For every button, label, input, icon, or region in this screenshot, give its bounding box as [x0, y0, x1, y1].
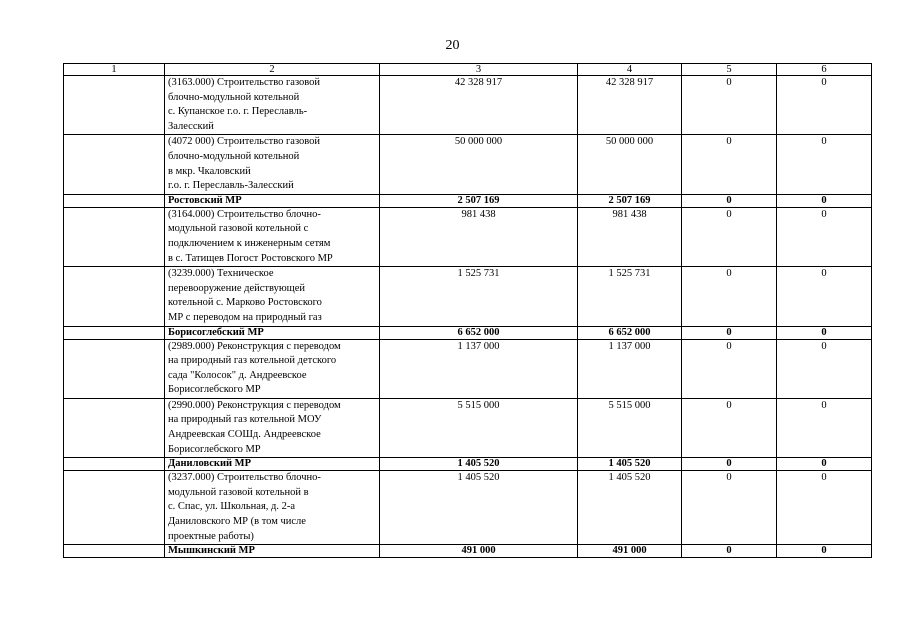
- page-number: 20: [445, 38, 460, 53]
- project-row: [64, 135, 872, 194]
- amount-col3-cell: [380, 135, 578, 194]
- amount-col4-cell-text: 981 438: [612, 208, 647, 220]
- column-number-row: [64, 64, 872, 76]
- table-body: [64, 64, 872, 558]
- amount-col5-cell: [682, 194, 777, 207]
- district-total-row: [64, 194, 872, 207]
- amount-col3-cell-text: 1 405 520: [457, 472, 500, 484]
- budget-table: [63, 63, 872, 558]
- amount-col6-cell-text: 0: [821, 472, 827, 484]
- amount-col3-cell-text: 1 137 000: [457, 340, 500, 352]
- amount-col3-cell: [380, 194, 578, 207]
- row-index-cell: [64, 471, 165, 545]
- amount-col5-cell-text: 0: [726, 77, 732, 88]
- row-index-cell: [64, 545, 165, 558]
- district-name-cell-text: Ростовский МР: [168, 194, 242, 206]
- amount-col4-cell-text: 1 137 000: [608, 340, 651, 352]
- amount-col3-cell-text: 491 000: [461, 545, 496, 557]
- project-description-cell: [165, 207, 380, 266]
- project-description-cell: [165, 471, 380, 545]
- district-total-row: [64, 458, 872, 471]
- project-row: [64, 267, 872, 326]
- amount-col6-cell: [777, 471, 872, 545]
- amount-col4-cell: [578, 471, 682, 545]
- amount-col6-cell: [777, 398, 872, 457]
- row-index-cell: [64, 267, 165, 326]
- amount-col5-cell-text: 0: [726, 268, 732, 280]
- amount-col5-cell-text: 0: [726, 458, 732, 470]
- amount-col3-cell: [380, 398, 578, 457]
- amount-col5-cell-text: 0: [726, 136, 732, 148]
- district-name-cell-text: Борисоглебский МР: [168, 326, 264, 338]
- project-description-cell: [165, 398, 380, 457]
- project-row: [64, 339, 872, 398]
- amount-col4-cell: [578, 339, 682, 398]
- amount-col6-cell-text: 0: [821, 458, 827, 470]
- project-description-cell-text: (4072 000) Строительство газовой блочно-модульной котельной в мкр. Чкаловский г.о. г. Переславль-Залесский: [168, 136, 321, 192]
- amount-col6-cell: [777, 326, 872, 339]
- amount-col4-cell-text: 50 000 000: [605, 136, 654, 148]
- project-row: [64, 471, 872, 545]
- project-description-cell-text: (3237.000) Строительство блочно- модульной газовой котельной в с. Спас, ул. Школьная, д. 2-а Даниловского МР (в том числе проектные работы): [168, 472, 321, 542]
- column-header-2: 2: [165, 64, 380, 76]
- amount-col4-cell: [578, 135, 682, 194]
- project-description-cell-text: (3239.000) Техническое перевооружение действующей котельной с. Марково Ростовского МР с переводом на природный газ: [168, 268, 322, 323]
- amount-col6-cell: [777, 207, 872, 266]
- amount-col5-cell-text: 0: [726, 545, 732, 557]
- amount-col4-cell: [578, 267, 682, 326]
- amount-col5-cell-text: 0: [726, 208, 732, 220]
- row-index-cell: [64, 76, 165, 135]
- district-name-cell-text: Мышкинский МР: [168, 545, 255, 557]
- amount-col3-cell-text: 6 652 000: [457, 326, 500, 338]
- amount-col3-cell-text: 50 000 000: [454, 136, 503, 148]
- amount-col3-cell: [380, 207, 578, 266]
- amount-col5-cell: [682, 135, 777, 194]
- amount-col3-cell: [380, 267, 578, 326]
- district-name-cell: [165, 545, 380, 558]
- amount-col5-cell: [682, 545, 777, 558]
- amount-col5-cell-text: 0: [726, 399, 732, 411]
- amount-col3-cell-text: 2 507 169: [457, 194, 500, 206]
- amount-col5-cell: [682, 458, 777, 471]
- project-row: [64, 76, 872, 135]
- district-total-row: [64, 326, 872, 339]
- amount-col6-cell-text: 0: [821, 326, 827, 338]
- amount-col6-cell: [777, 194, 872, 207]
- amount-col3-cell-text: 5 515 000: [457, 399, 500, 411]
- amount-col3-cell: [380, 471, 578, 545]
- amount-col5-cell: [682, 339, 777, 398]
- district-name-cell-text: Даниловский МР: [168, 458, 252, 470]
- amount-col4-cell: [578, 545, 682, 558]
- amount-col6-cell-text: 0: [821, 545, 827, 557]
- amount-col4-cell-text: 491 000: [612, 545, 647, 557]
- amount-col3-cell: [380, 339, 578, 398]
- amount-col6-cell-text: 0: [821, 208, 827, 220]
- amount-col5-cell: [682, 326, 777, 339]
- project-description-cell-text: (3163.000) Строительство газовой блочно-модульной котельной с. Купанское г.о. г. Переславль- Залесский: [168, 77, 321, 132]
- amount-col5-cell-text: 0: [726, 472, 732, 484]
- amount-col4-cell: [578, 458, 682, 471]
- amount-col5-cell: [682, 471, 777, 545]
- row-index-cell: [64, 458, 165, 471]
- project-description-cell: [165, 76, 380, 135]
- row-index-cell: [64, 194, 165, 207]
- amount-col4-cell-text: 6 652 000: [608, 326, 651, 338]
- row-index-cell: [64, 398, 165, 457]
- amount-col3-cell-text: 1 405 520: [457, 458, 500, 470]
- amount-col6-cell: [777, 267, 872, 326]
- district-name-cell: [165, 326, 380, 339]
- amount-col4-cell-text: 2 507 169: [608, 194, 651, 206]
- amount-col6-cell: [777, 76, 872, 135]
- project-description-cell-text: (2990.000) Реконструкция с переводом на природный газ котельной МОУ Андреевская СОШд. Андреевское Борисоглебского МР: [168, 399, 341, 455]
- amount-col6-cell-text: 0: [821, 77, 827, 88]
- project-row: [64, 398, 872, 457]
- amount-col3-cell: [380, 326, 578, 339]
- amount-col4-cell: [578, 194, 682, 207]
- amount-col3-cell-text: 42 328 917: [454, 77, 503, 88]
- column-header-3: 3: [380, 64, 578, 76]
- project-description-cell: [165, 135, 380, 194]
- amount-col6-cell: [777, 545, 872, 558]
- column-header-1: 1: [64, 64, 165, 76]
- amount-col3-cell-text: 1 525 731: [457, 268, 500, 280]
- amount-col5-cell-text: 0: [726, 194, 732, 206]
- amount-col5-cell-text: 0: [726, 326, 732, 338]
- amount-col4-cell-text: 1 405 520: [608, 458, 651, 470]
- row-index-cell: [64, 135, 165, 194]
- project-row: [64, 207, 872, 266]
- project-description-cell-text: (3164.000) Строительство блочно- модульной газовой котельной с подключением к инженерным сетям в с. Татищев Погост Ростовского МР: [168, 208, 333, 264]
- amount-col3-cell-text: 981 438: [461, 208, 496, 220]
- district-name-cell: [165, 194, 380, 207]
- amount-col6-cell: [777, 339, 872, 398]
- amount-col5-cell: [682, 398, 777, 457]
- project-description-cell: [165, 339, 380, 398]
- amount-col5-cell: [682, 267, 777, 326]
- project-description-cell: [165, 267, 380, 326]
- amount-col4-cell-text: 1 405 520: [608, 472, 651, 484]
- amount-col6-cell-text: 0: [821, 194, 827, 206]
- amount-col4-cell: [578, 398, 682, 457]
- amount-col4-cell-text: 1 525 731: [608, 268, 651, 280]
- amount-col5-cell-text: 0: [726, 340, 732, 352]
- amount-col3-cell: [380, 545, 578, 558]
- column-header-5: 5: [682, 64, 777, 76]
- project-description-cell-text: (2989.000) Реконструкция с переводом на природный газ котельной детского сада "Колосок" д. Андреевское Борисоглебского МР: [168, 340, 341, 396]
- amount-col6-cell: [777, 135, 872, 194]
- amount-col6-cell-text: 0: [821, 399, 827, 411]
- amount-col5-cell: [682, 76, 777, 135]
- amount-col4-cell: [578, 207, 682, 266]
- amount-col6-cell-text: 0: [821, 340, 827, 352]
- amount-col6-cell-text: 0: [821, 136, 827, 148]
- amount-col5-cell: [682, 207, 777, 266]
- row-index-cell: [64, 207, 165, 266]
- amount-col4-cell-text: 42 328 917: [605, 77, 654, 88]
- row-index-cell: [64, 339, 165, 398]
- amount-col4-cell: [578, 326, 682, 339]
- amount-col4-cell: [578, 76, 682, 135]
- column-header-6: 6: [777, 64, 872, 76]
- amount-col6-cell: [777, 458, 872, 471]
- amount-col6-cell-text: 0: [821, 268, 827, 280]
- district-name-cell: [165, 458, 380, 471]
- row-index-cell: [64, 326, 165, 339]
- amount-col3-cell: [380, 458, 578, 471]
- column-header-4: 4: [578, 64, 682, 76]
- district-total-row: [64, 545, 872, 558]
- amount-col4-cell-text: 5 515 000: [608, 399, 651, 411]
- amount-col3-cell: [380, 76, 578, 135]
